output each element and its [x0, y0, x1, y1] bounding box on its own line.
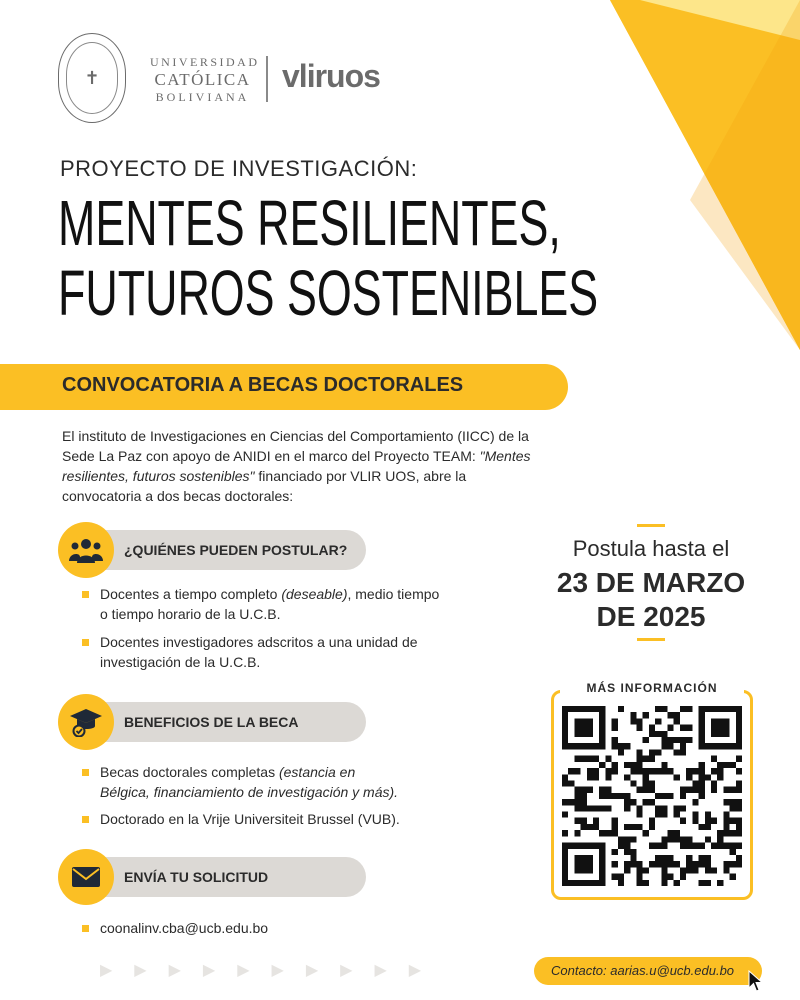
- university-logo-text: [150, 55, 260, 105]
- bullet: [82, 639, 89, 646]
- list-item: [100, 584, 440, 624]
- decorative-arrows: ▶▶▶▶▶▶▶▶▶▶: [100, 962, 444, 979]
- section-circle-eligibility: [58, 522, 114, 578]
- section-circle-send: [58, 849, 114, 905]
- uni-line-1: UNIVERSIDAD: [150, 55, 260, 69]
- contact-email[interactable]: Contacto: aarias.u@ucb.edu.bo: [551, 963, 735, 978]
- deadline-date-line-2: DE 2025: [596, 601, 706, 632]
- bullet: [82, 925, 89, 932]
- main-title-line-1: MENTES RESILIENTES,: [58, 187, 561, 259]
- vliruos-logo: vliruos: [282, 58, 380, 94]
- intro-part-1: El instituto de Investigaciones en Ciencias del Comportamiento (IICC) de la Sede La Paz con apoyo de ANIDI en el marco del Proyecto TEAM:: [62, 428, 529, 464]
- list-item: [100, 809, 440, 829]
- intro-paragraph: [62, 426, 532, 506]
- deadline-bottom-dash: [637, 638, 665, 641]
- item-text: Doctorado en la Vrije Universiteit Brussel (VUB).: [100, 811, 400, 827]
- mouse-pointer-icon: [748, 970, 764, 992]
- intro-part-2: financiado por VLIR UOS, abre la convocatoria a dos becas doctorales:: [62, 468, 467, 504]
- item-text: Docentes investigadores adscritos a una unidad de investigación de la U.C.B.: [100, 634, 418, 670]
- envelope-icon: [71, 866, 101, 888]
- bullet: [82, 591, 89, 598]
- university-seal: [58, 33, 126, 123]
- bullet: [82, 769, 89, 776]
- convocatoria-title: CONVOCATORIA A BECAS DOCTORALES: [62, 374, 464, 396]
- qr-code-icon[interactable]: [562, 706, 742, 886]
- deadline-date-line-1: 23 DE MARZO: [556, 567, 746, 598]
- deadline-intro: Postula hasta el: [572, 536, 730, 561]
- section-label-send: ENVÍA TU SOLICITUD: [124, 869, 269, 885]
- item-rest: , medio tiempo o tiempo horario de la U.C.B.: [100, 586, 440, 622]
- section-label-eligibility: ¿QUIÉNES PUEDEN POSTULAR?: [124, 542, 348, 558]
- item-text: Docentes a tiempo completo: [100, 586, 282, 602]
- main-title: [58, 188, 598, 328]
- people-group-icon: [69, 537, 103, 563]
- section-circle-benefits: [58, 694, 114, 750]
- main-title-line-2: FUTUROS SOSTENIBLES: [58, 257, 599, 329]
- deadline-date: [540, 566, 762, 634]
- university-seal-icon: ✝: [66, 42, 118, 114]
- list-item: [100, 632, 440, 672]
- graduation-cap-icon: [69, 707, 103, 737]
- deadline-top-dash: [637, 524, 665, 527]
- intro-italic: "Mentes resilientes, futuros sostenibles": [62, 448, 531, 484]
- list-item: [100, 762, 400, 802]
- item-text: Becas doctorales completas: [100, 764, 279, 780]
- project-subtitle: PROYECTO DE INVESTIGACIÓN:: [60, 156, 418, 181]
- section-label-benefits: BENEFICIOS DE LA BECA: [124, 714, 299, 730]
- email-link[interactable]: coonalinv.cba@ucb.edu.bo: [100, 920, 269, 936]
- bullet: [82, 816, 89, 823]
- more-info-label: MÁS INFORMACIÓN: [560, 681, 744, 695]
- uni-line-2: CATÓLICA: [154, 70, 251, 89]
- item-italic: (estancia en Bélgica, financiamiento de investigación y más).: [100, 764, 399, 800]
- item-italic: (deseable): [281, 586, 348, 602]
- logo-divider: [266, 56, 268, 102]
- uni-line-3: BOLIVIANA: [155, 90, 250, 104]
